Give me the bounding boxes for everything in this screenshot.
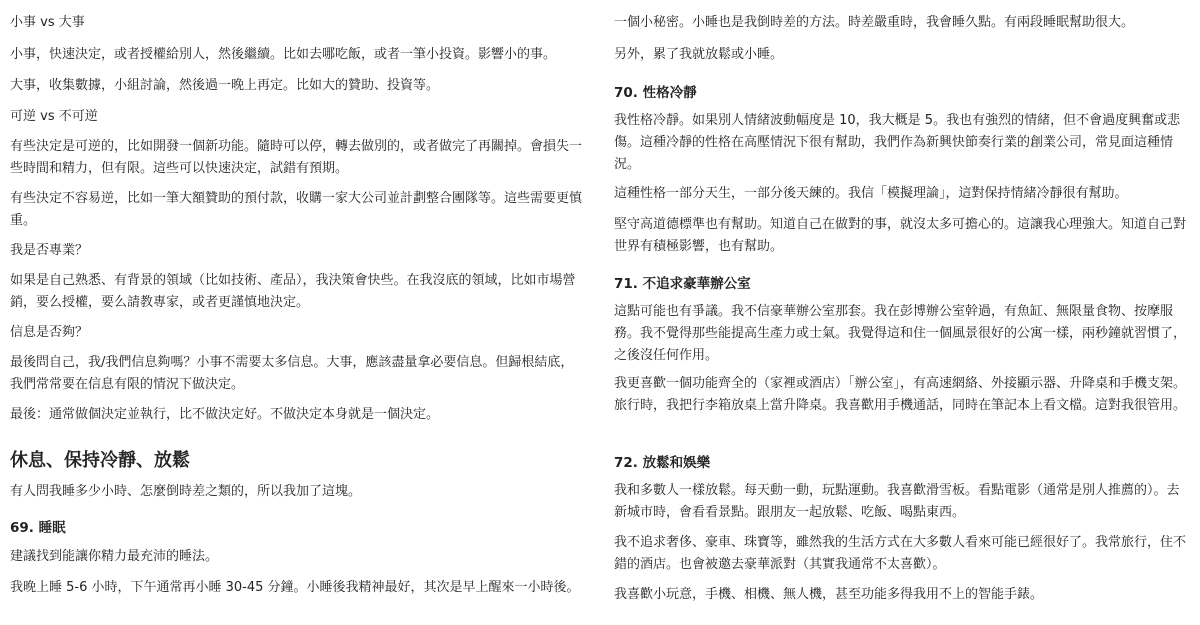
- heading-70-calm: 70. 性格冷靜: [614, 85, 697, 101]
- paragraph-relax: 我和多數人一樣放鬆。每天動一動，玩點運動。我喜歡滑雪板。看點電影（通常是別人推薦的）。去新城市時，會看看景點。跟朋友一起放鬆、吃飯、喝點東西。: [614, 483, 1180, 520]
- subheading-reversible: 可逆 vs 不可逆: [10, 109, 98, 124]
- paragraph-sleep-hours: 我晚上睡 5-6 小時，下午通常再小睡 30-45 分鐘。小睡後我精神最好，其次是早上醒來一小時後。: [10, 580, 580, 595]
- paragraph-small-matters: 小事，快速決定，或者授權給別人，然後繼續。比如去哪吃飯，或者一筆小投資。影響小的事。: [10, 47, 557, 62]
- heading-72-relax: 72. 放鬆和娛樂: [614, 455, 711, 471]
- heading-69-sleep: 69. 睡眠: [10, 520, 66, 536]
- paragraph-gadgets: 我喜歡小玩意，手機、相機、無人機，甚至功能多得我用不上的智能手錶。: [614, 587, 1044, 602]
- paragraph-no-luxury: 我不追求奢侈、豪車、珠寶等，雖然我的生活方式在大多數人看來可能已經很好了。我常旅行，住不錯的酒店。也會被邀去豪華派對（其實我通常不太喜歡）。: [614, 535, 1187, 572]
- heading-71-office: 71. 不追求豪華辦公室: [614, 276, 751, 292]
- subheading-small-vs-big: 小事 vs 大事: [10, 15, 85, 30]
- section-heading-rest: 休息、保持冷靜、放鬆: [10, 450, 190, 471]
- paragraph-conclusion: 最後：通常做個決定並執行，比不做決定好。不做決定本身就是一個決定。: [10, 407, 440, 422]
- subheading-expertise: 我是否專業？: [10, 243, 89, 258]
- paragraph-nap-secret: 一個小秘密。小睡也是我倒時差的方法。時差嚴重時，我會睡久點。有兩段睡眠幫助很大。: [614, 15, 1135, 30]
- paragraph-rest-intro: 有人問我睡多少小時、怎麼倒時差之類的，所以我加了這塊。: [10, 484, 362, 499]
- paragraph-office-setup: 我更喜歡一個功能齊全的（家裡或酒店）「辦公室」，有高速網絡、外接顯示器、升降桌和手機支架。旅行時，我把行李箱放桌上當升降桌。我喜歡用手機通話，同時在筆記本上看文檔。這對我很管用。: [614, 376, 1187, 413]
- paragraph-big-matters: 大事，收集數據，小組討論，然後過一晚上再定。比如大的贊助、投資等。: [10, 78, 440, 93]
- paragraph-information: 最後問自己，我/我們信息夠嗎？小事不需要太多信息。大事，應該盡量拿必要信息。但歸根結底，我們常常要在信息有限的情況下做決定。: [10, 355, 574, 392]
- paragraph-irreversible: 有些決定不容易逆，比如一筆大額贊助的預付款，收購一家大公司並計劃整合團隊等。這些需要更慎重。: [10, 191, 583, 228]
- subheading-information: 信息是否夠？: [10, 325, 89, 340]
- paragraph-morality: 堅守高道德標準也有幫助。知道自己在做對的事，就沒太多可擔心的。這讓我心理強大。知道自己對世界有積極影響，也有幫助。: [614, 217, 1187, 254]
- paragraph-calm-personality: 我性格冷靜。如果別人情緒波動幅度是 10，我大概是 5。我也有強烈的情緒，但不會過度興奮或悲傷。這種冷靜的性格在高壓情況下很有幫助，我們作為新興快節奏行業的創業公司，常見面這種情況。: [614, 113, 1181, 172]
- paragraph-sleep-advice: 建議找到能讓你精力最充沛的睡法。: [10, 549, 219, 564]
- paragraph-reversible: 有些決定是可逆的，比如開發一個新功能。隨時可以停，轉去做別的，或者做完了再關掉。會損失一些時間和精力，但有限。這些可以快速決定，試錯有預期。: [10, 139, 583, 176]
- paragraph-office-luxury: 這點可能也有爭議。我不信豪華辦公室那套。我在彭博辦公室幹過，有魚缸、無限量食物、按摩服務。我不覺得那些能提高生產力或士氣。我覺得這和住一個風景很好的公寓一樣，兩秒鐘就習慣了，之後沒任何作用。: [614, 304, 1187, 363]
- paragraph-calm-origin: 這種性格一部分天生，一部分後天練的。我信「模擬理論」，這對保持情緒冷靜很有幫助。: [614, 186, 1128, 201]
- paragraph-tired: 另外，累了我就放鬆或小睡。: [614, 47, 784, 62]
- paragraph-expertise: 如果是自己熟悉、有背景的領域（比如技術、產品），我決策會快些。在我沒底的領域，比如市場營銷，要么授權，要么請教專家，或者更謹慎地決定。: [10, 273, 576, 310]
